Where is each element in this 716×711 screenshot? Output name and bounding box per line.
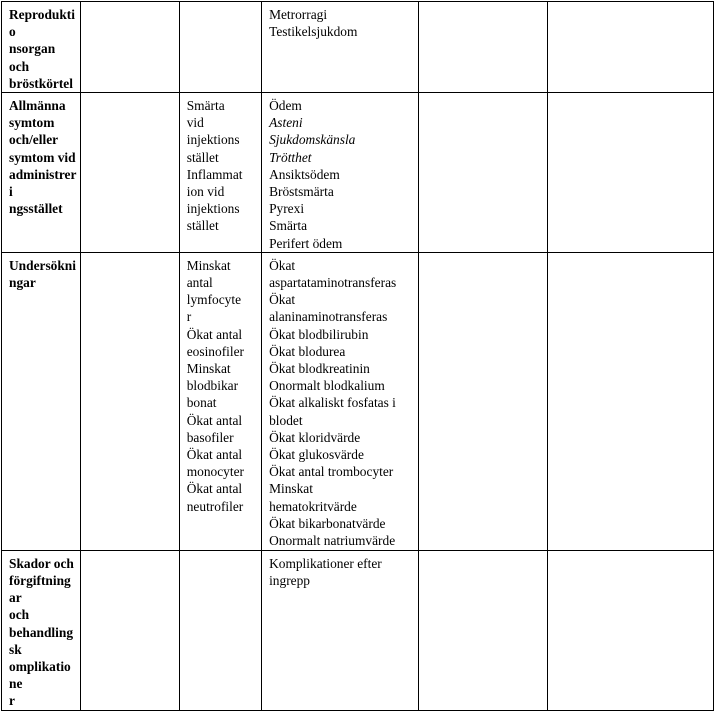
reaction-entry: Minskat hematokritvärde <box>269 481 357 514</box>
empty-cell <box>81 93 179 253</box>
reaction-entry: Onormalt natriumvärde <box>269 533 396 549</box>
reaction-entry: Ökat blodbilirubin <box>269 326 369 342</box>
reaction-entry: Ökat antal neutrofiler <box>186 481 244 514</box>
table-row <box>2 252 714 550</box>
empty-cell <box>548 93 714 253</box>
table-row <box>2 550 714 710</box>
frequency-cell <box>262 93 419 253</box>
empty-cell <box>418 252 548 550</box>
table-row <box>2 93 714 253</box>
reaction-entry: Ökat antal eosinofiler <box>186 326 244 359</box>
reaction-entry: Ökat blodurea <box>269 343 346 359</box>
reaction-entry: Ökat antal monocyter <box>186 447 244 480</box>
frequency-cell <box>262 252 419 550</box>
empty-cell <box>418 2 548 93</box>
empty-cell <box>81 2 179 93</box>
empty-cell <box>81 550 179 710</box>
frequency-cell <box>179 252 261 550</box>
empty-cell <box>418 550 548 710</box>
reaction-entry: Ökat alaninaminotransferas <box>269 292 388 325</box>
frequency-cell <box>179 93 261 253</box>
frequency-cell <box>179 2 261 93</box>
reaction-entry: Metrorragi <box>269 7 328 22</box>
adverse-reactions-table <box>1 1 714 711</box>
reaction-entry: Ökat kloridvärde <box>269 429 361 445</box>
organ-class-cell: Skador och förgiftningar och behandlingsk omplikatione r <box>2 550 81 710</box>
frequency-cell <box>262 550 419 710</box>
reaction-entry: Inflammat ion vid injektions stället <box>186 166 243 234</box>
reaction-entry: Ökat alkaliskt fosfatas i blodet <box>269 395 396 428</box>
reaction-entry: Trötthet <box>269 149 312 165</box>
reaction-entry: Testikelsjukdom <box>269 24 358 40</box>
reaction-entry: Ökat glukosvärde <box>269 447 364 463</box>
reaction-entry: Ödem <box>269 98 302 114</box>
table-row <box>2 2 714 93</box>
empty-cell <box>548 252 714 550</box>
reaction-entry: Smärta <box>269 218 308 234</box>
reaction-entry: Perifert ödem <box>269 235 343 251</box>
reaction-entry: Ökat antal trombocyter <box>269 464 394 480</box>
reaction-entry: Komplikationer efter ingrepp <box>269 555 382 589</box>
reaction-entry: Asteni <box>269 115 303 131</box>
reaction-entry: Sjukdomskänsla <box>269 132 356 148</box>
reaction-entry: Bröstsmärta <box>269 184 334 200</box>
reaction-entry: Ökat antal basofiler <box>186 412 243 445</box>
frequency-cell <box>179 550 261 710</box>
reaction-entry: Minskat antal lymfocyte r <box>186 257 242 325</box>
reaction-entry: Ökat aspartataminotransferas <box>269 257 397 291</box>
reaction-entry: Minskat blodbikar bonat <box>186 361 239 411</box>
organ-class-cell: Undersökni ngar <box>2 252 81 550</box>
organ-class-cell: Reproduktio nsorgan och bröstkörtel <box>2 2 81 93</box>
frequency-cell <box>262 2 419 93</box>
reaction-entry: Ansiktsödem <box>269 166 340 182</box>
reaction-entry: Ökat bikarbonatvärde <box>269 515 386 531</box>
reaction-entry: Pyrexi <box>269 201 305 217</box>
empty-cell <box>81 252 179 550</box>
empty-cell <box>418 93 548 253</box>
reaction-entry: Ökat blodkreatinin <box>269 361 370 377</box>
empty-cell <box>548 550 714 710</box>
organ-class-cell: Allmänna symtom och/eller symtom vid administreri ngsstället <box>2 93 81 253</box>
empty-cell <box>548 2 714 93</box>
reaction-entry: Onormalt blodkalium <box>269 378 385 394</box>
reaction-entry: Smärta vid injektions stället <box>186 98 240 165</box>
